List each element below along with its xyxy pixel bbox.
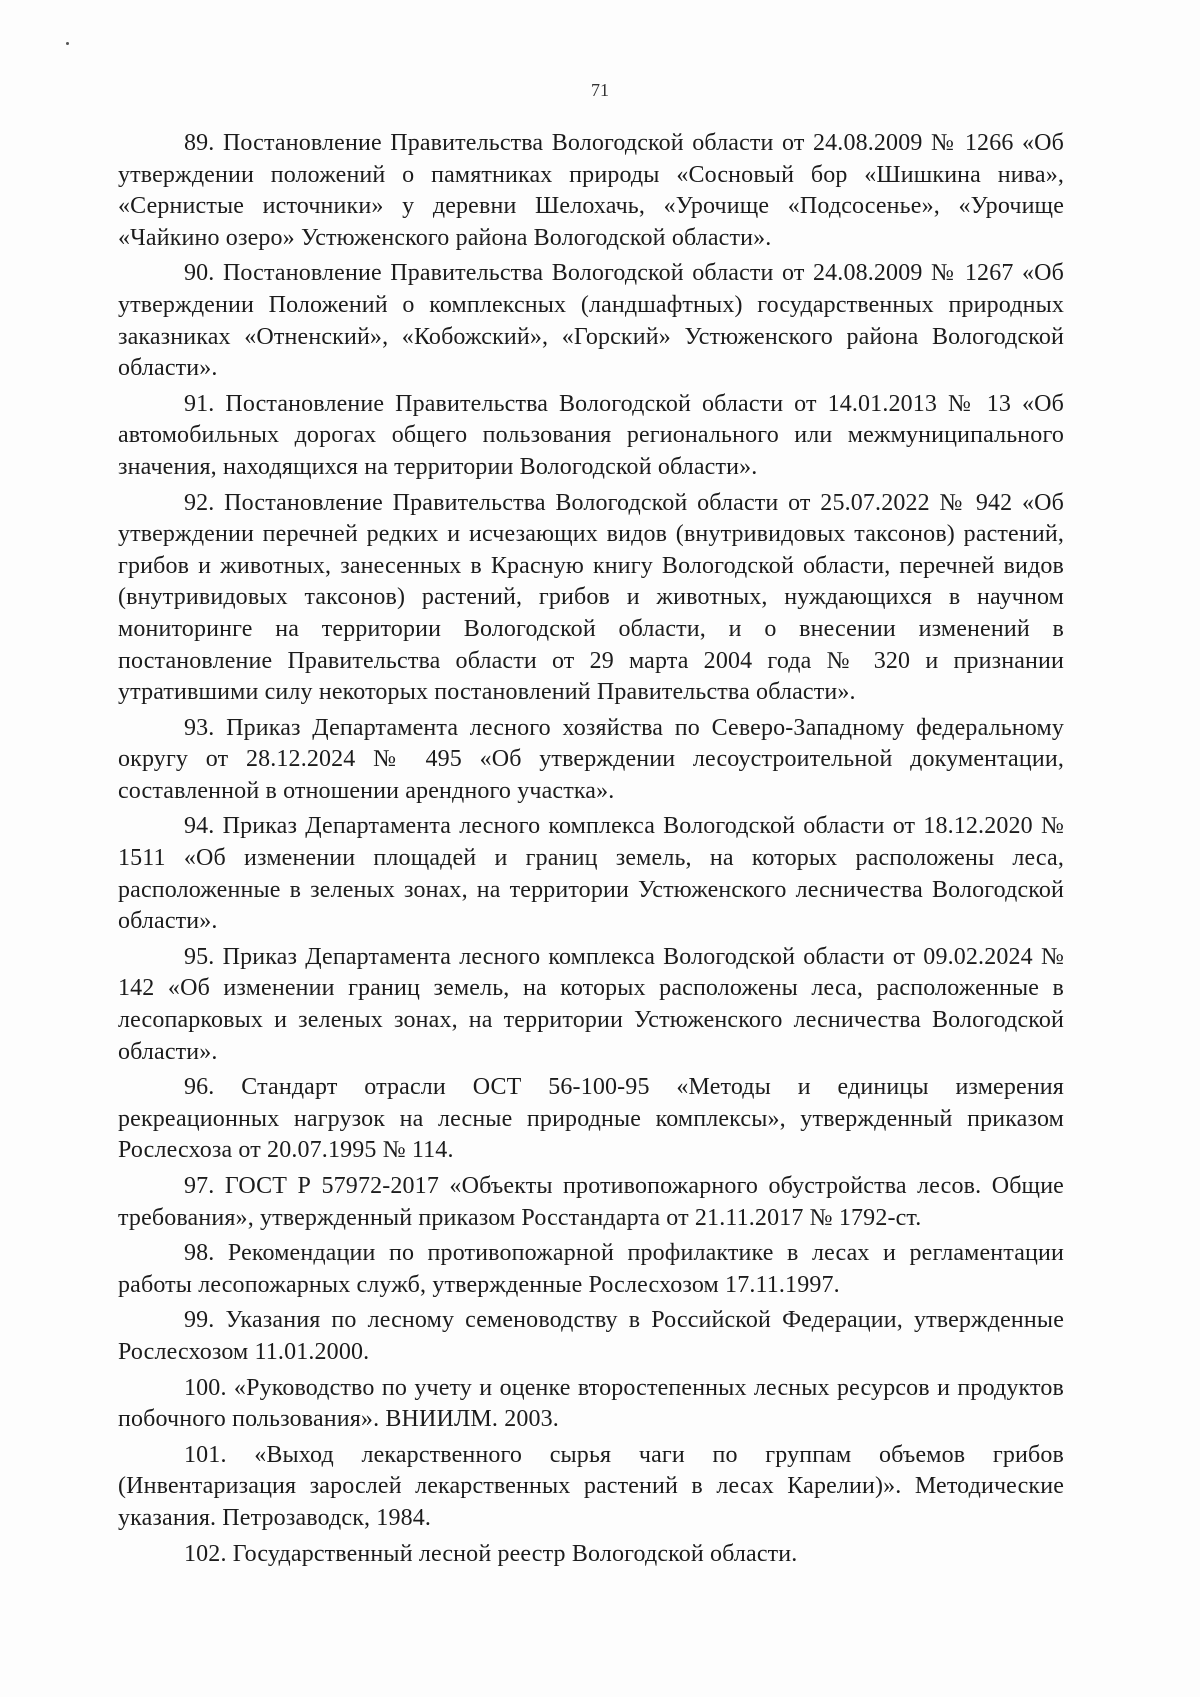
reference-list (118, 128, 1064, 1574)
reference-item: 89. Постановление Правительства Вологодской области от 24.08.2009 № 1266 «Об утверждении положений о памятниках природы «Сосновый бор «Шишкина нива», «Сернистые источники» у деревни Шелохачь, «Урочище «Подсосенье», «Урочище «Чайкино озеро» Устюженского района Вологодской области». (118, 130, 1064, 251)
reference-item: 96. Стандарт отрасли ОСТ 56-100-95 «Методы и единицы измерения рекреационных нагрузок на лесные природные комплексы», утвержденный приказом Рослесхоза от 20.07.1995 № 114. (118, 1074, 1064, 1164)
reference-item: 98. Рекомендации по противопожарной профилактике в лесах и регламентации работы лесопожарных служб, утвержденные Рослесхозом 17.11.1997. (118, 1240, 1064, 1298)
reference-item: 97. ГОСТ Р 57972-2017 «Объекты противопожарного обустройства лесов. Общие требования», утвержденный приказом Росстандарта от 21.11.2017 № 1792-ст. (118, 1173, 1064, 1231)
reference-item: 101. «Выход лекарственного сырья чаги по группам объемов грибов (Инвентаризация зарослей лекарственных растений в лесах Карелии)». Методические указания. Петрозаводск, 1984. (118, 1441, 1064, 1531)
reference-item: 95. Приказ Департамента лесного комплекса Вологодской области от 09.02.2024 № 142 «Об изменении границ земель, на которых расположены леса, расположенные в лесопарковых и зеленых зонах, на территории Устюженского лесничества Вологодской области». (118, 943, 1064, 1065)
reference-item: 100. «Руководство по учету и оценке второстепенных лесных ресурсов и продуктов побочного пользования». ВНИИЛМ. 2003. (118, 1374, 1064, 1433)
reference-item: 93. Приказ Департамента лесного хозяйства по Северо-Западному федеральному округу от 28.12.2024 № 495 «Об утверждении лесоустроительной документации, составленной в отношении арендного участка». (118, 714, 1064, 804)
reference-item: 92. Постановление Правительства Вологодской области от 25.07.2022 № 942 «Об утверждении перечней редких и исчезающих видов (внутривидовых таксонов) растений, грибов и животных, занесенных в Красную книгу Вологодской области, перечней видов (внутривидовых таксонов) растений, грибов и животных, нуждающихся в научном мониторинге на территории Вологодской области, и о внесении изменений в постановление Правительства области от 29 марта 2004 года № 320 и признании утратившими силу некоторых постановлений Правительства области». (118, 489, 1064, 706)
reference-item: 90. Постановление Правительства Вологодской области от 24.08.2009 № 1267 «Об утверждении Положений о комплексных (ландшафтных) государственных природных заказниках «Отненский», «Кобожский», «Горский» Устюженского района Вологодской области». (118, 260, 1064, 382)
reference-item: 99. Указания по лесному семеноводству в Российской Федерации, утвержденные Рослесхозом 11.01.2000. (118, 1307, 1064, 1365)
reference-item: 91. Постановление Правительства Вологодской области от 14.01.2013 № 13 «Об автомобильных дорогах общего пользования регионального или межмуниципального значения, находящихся на территории Вологодской области». (118, 390, 1064, 480)
reference-item: 94. Приказ Департамента лесного комплекса Вологодской области от 18.12.2020 № 1511 «Об изменении площадей и границ земель, на которых расположены леса, расположенные в зеленых зонах, на территории Устюженского лесничества Вологодской области». (118, 813, 1064, 935)
reference-item: 102. Государственный лесной реестр Вологодской области. (184, 1540, 798, 1567)
scan-speck (66, 42, 69, 45)
page-number: 71 (591, 80, 609, 100)
